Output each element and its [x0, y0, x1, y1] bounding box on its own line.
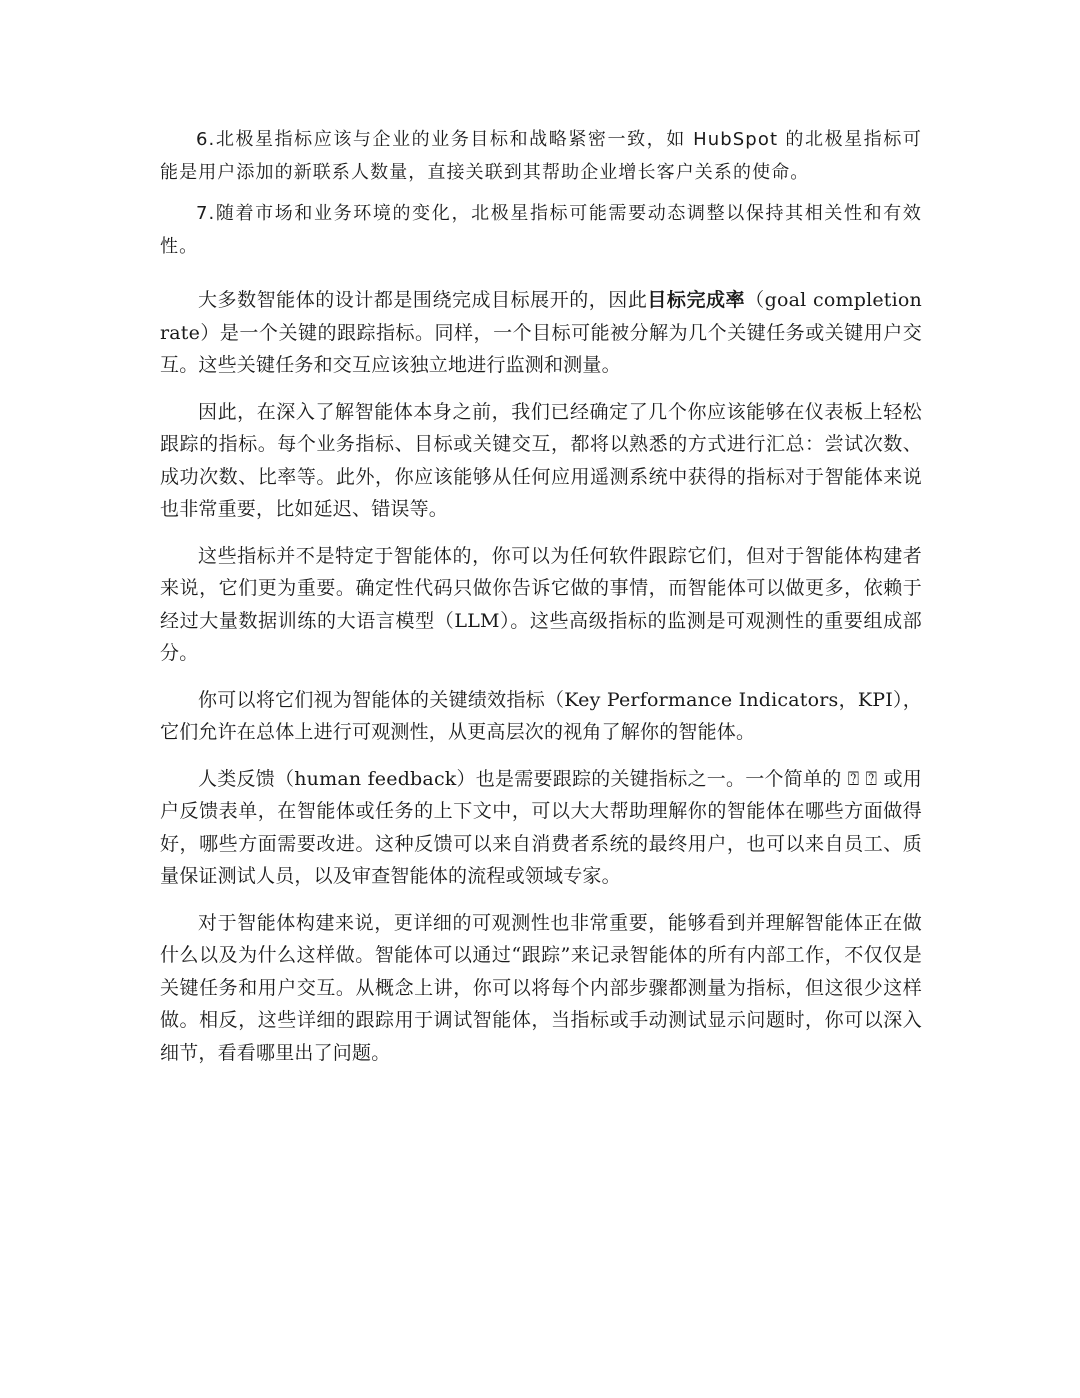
paragraph-text: （goal completion rate）是一个关键的跟踪指标。同样，一个目标可能被分解为几个关键任务或关键用户交互。这些关键任务和交互应该独立地进行监测和测量。 — [160, 289, 922, 376]
paragraph-kpi: 你可以将它们视为智能体的关键绩效指标（Key Performance Indicators，KPI），它们允许在总体上进行可观测性，从更高层次的视角了解你的智能体。 — [160, 688, 922, 743]
item-number: 6. — [196, 129, 216, 150]
item-text: 随着市场和业务环境的变化，北极星指标可能需要动态调整以保持其相关性和有效性。 — [160, 203, 922, 257]
numbered-item-6 — [160, 123, 922, 189]
paragraph-text: 大多数智能体的设计都是围绕完成目标展开的，因此 — [198, 289, 648, 311]
paragraph-dashboard-metrics: 因此，在深入了解智能体本身之前，我们已经确定了几个你应该能够在仪表板上轻松跟踪的指标。每个业务指标、目标或关键交互，都将以熟悉的方式进行汇总：尝试次数、成功次数、比率等。此外，你应该能够从任何应用遥测系统中获得的指标对于智能体来说也非常重要，比如延迟、错误等。 — [160, 400, 922, 520]
paragraph-human-feedback: 人类反馈（human feedback）也是需要跟踪的关键指标之一。一个简单的 ⍰ ⍰ 或用户反馈表单，在智能体或任务的上下文中，可以大大帮助理解你的智能体在哪些方面做得好，哪些方面需要改进。这种反馈可以来自消费者系统的最终用户，也可以来自员工、质量保证测试人员，以及审查智能体的流程或领域专家。 — [160, 767, 922, 887]
numbered-item-7 — [160, 197, 922, 263]
item-number: 7. — [196, 203, 216, 224]
paragraph-goal-completion — [160, 284, 922, 382]
paragraph-tracing: 对于智能体构建来说，更详细的可观测性也非常重要，能够看到并理解智能体正在做什么以及为什么这样做。智能体可以通过“跟踪”来记录智能体的所有内部工作，不仅仅是关键任务和用户交互。从概念上讲，你可以将每个内部步骤都测量为指标，但这很少这样做。相反，这些详细的跟踪用于调试智能体，当指标或手动测试显示问题时，你可以深入细节，看看哪里出了问题。 — [160, 911, 922, 1064]
emphasis-goal-completion-rate: 目标完成率 — [647, 289, 746, 311]
paragraph-agent-builders: 这些指标并不是特定于智能体的，你可以为任何软件跟踪它们，但对于智能体构建者来说，它们更为重要。确定性代码只做你告诉它做的事情，而智能体可以做更多，依赖于经过大量数据训练的大语言模型（LLM）。这些高级指标的监测是可观测性的重要组成部分。 — [160, 544, 922, 664]
document-body — [160, 123, 922, 1069]
item-text: 北极星指标应该与企业的业务目标和战略紧密一致，如 HubSpot 的北极星指标可能是用户添加的新联系人数量，直接关联到其帮助企业增长客户关系的使命。 — [160, 129, 922, 183]
